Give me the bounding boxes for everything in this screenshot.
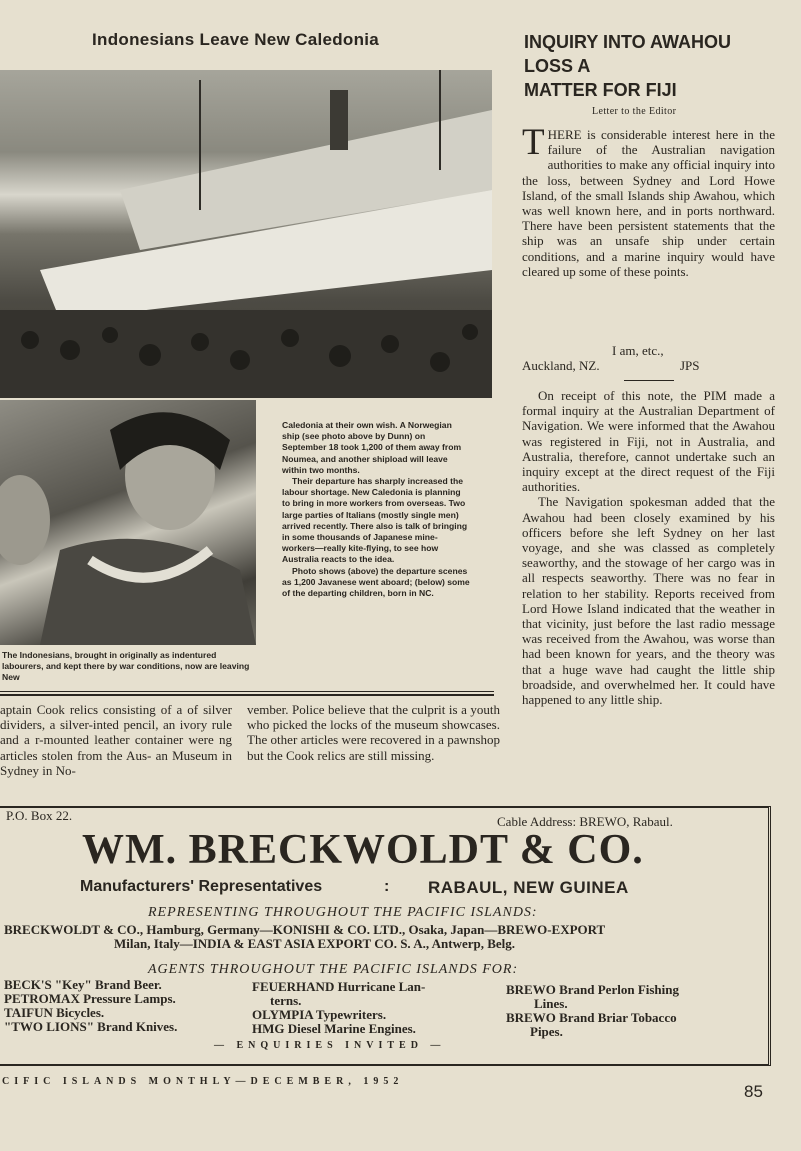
letter-signer: JPS [680,358,700,373]
title-line: INQUIRY INTO AWAHOU [524,32,732,52]
children-photo-illustration [0,400,256,645]
ad-product: HMG Diesel Marine Engines. [252,1021,416,1036]
ad-representing-line: Milan, Italy—INDIA & EAST ASIA EXPORT CO. S. A., Antwerp, Belg. [114,936,516,951]
letter-signoff: I am, etc., [612,343,664,358]
story-paragraph: On receipt of this note, the PIM made a formal inquiry at the Australian Department of Navigation. We were informed that the Awahou was registered in Fiji, not in Australia, and Australia, therefore, cannot undertake such an inquiry except at the direct request of the Fiji authorities. [522,388,775,495]
right-article-title [524,30,784,102]
ad-colon: : [384,878,390,895]
title-line: MATTER FOR FIJI [524,80,677,100]
ad-product: BREWO Brand Briar Tobacco [506,1010,677,1025]
inquiry-story [522,388,775,707]
departing-children-photo [0,400,256,645]
ad-representing-line: BRECKWOLDT & CO., Hamburg, Germany—KONISHI & CO. LTD., Osaka, Japan—BREWO-EXPORT [4,922,606,937]
ad-po-box: P.O. Box 22. [6,808,73,823]
caption-paragraph: Their departure has sharply increased the labour shortage. New Caledonia is planning to bring in more workers from overseas. Two large parties of Italians (mostly single men) arrived recently. There also is talk of bringing in some thousands of Japanese mine-workers—really kite-flying, to see how Australia reacts to the idea. [282,476,468,565]
ad-product: BECK'S "Key" Brand Beer. [4,977,162,992]
ad-product: PETROMAX Pressure Lamps. [4,991,176,1006]
divider [0,694,494,696]
ad-enquiries-invited: — ENQUIRIES INVITED — [214,1040,446,1051]
drop-cap: T [522,122,545,163]
ad-product: Pipes. [530,1024,563,1039]
ship-departure-photo [0,70,492,398]
story-paragraph: The Navigation spokesman added that the Awahou had been closely examined by his officers before she left Sydney on her last voyage, and she was classed as completely seaworthy, and the stowage of her cargo was in all respects seaworthy. There was no fear in relation to her stability. Reports received from Lord Howe Island indicated that the weather in that vicinity, just before the last radio message was received from the Awahou, was worse than had been known for years, and the theory was that a huge wave had caught the little ship broadside, and overwhelmed her. It could have happened to any little ship. [522,494,775,708]
title-line: LOSS A [524,56,591,76]
letter-label: Letter to the Editor [592,106,677,117]
ad-location: RABAUL, NEW GUINEA [428,878,629,897]
ad-role: Manufacturers' Representatives [80,878,323,895]
ad-representing-heading: REPRESENTING THROUGHOUT THE PACIFIC ISLANDS: [148,905,538,920]
letter-text: HERE is considerable interest here in the failure of the Australian navigation authorities to make any official inquiry into the loss, between Sydney and Lord Howe Island, of the small Islands ship Awahou, which was well known here, and in ports northward. There have been persistent statements that the ship was an unsafe ship under certain conditions, and a marine inquiry would have cleared up some of these points. [522,127,775,279]
caption-paragraph: Photo shows (above) the departure scenes as 1,200 Javanese went aboard; (below) some of the departing children, born in NC. [282,565,470,599]
ad-product: TAIFUN Bicycles. [4,1005,105,1020]
photo-caption-continued [282,420,470,599]
page-number: 85 [744,1082,763,1101]
cook-relics-story-col1: aptain Cook relics consisting of a of silver dividers, a silver-inted pencil, an ivory rule and a r-mounted leather container were ng articles stolen from the Aus- an Museum in Sydney in No- [0,702,232,778]
letter-body [522,122,775,279]
ad-product: "TWO LIONS" Brand Knives. [4,1019,178,1034]
ad-product: terns. [270,993,302,1008]
ad-company-name: WM. BRECKWOLDT & CO. [82,827,644,873]
short-divider [624,380,674,381]
photo-caption-start: The Indonesians, brought in originally as indentured labourers, and kept there by war conditions, now are leaving New [2,650,250,683]
ship-photo-illustration [0,70,492,398]
running-footer: CIFIC ISLANDS MONTHLY—DECEMBER, 1952 [2,1076,404,1087]
ad-agents-heading: AGENTS THROUGHOUT THE PACIFIC ISLANDS FOR: [148,962,519,977]
ad-product: OLYMPIA Typewriters. [252,1007,387,1022]
cook-relics-story-col2: vember. Police believe that the culprit is a youth who picked the locks of the museum showcases. The other articles were recovered in a pawnshop but the Cook relics are still missing. [247,702,500,763]
ad-product: Lines. [534,996,568,1011]
ad-product: FEUERHAND Hurricane Lan- [252,979,426,994]
left-article-title: Indonesians Leave New Caledonia [92,30,380,49]
divider [0,691,494,692]
ad-product: BREWO Brand Perlon Fishing [506,982,679,997]
ad-cable-address: Cable Address: BREWO, Rabaul. [497,814,673,829]
letter-place: Auckland, NZ. [522,358,600,373]
caption-paragraph: Caledonia at their own wish. A Norwegian ship (see photo above by Dunn) on September 18 took 1,200 of them away from Noumea, and another shipload will leave within two months. [282,420,462,475]
